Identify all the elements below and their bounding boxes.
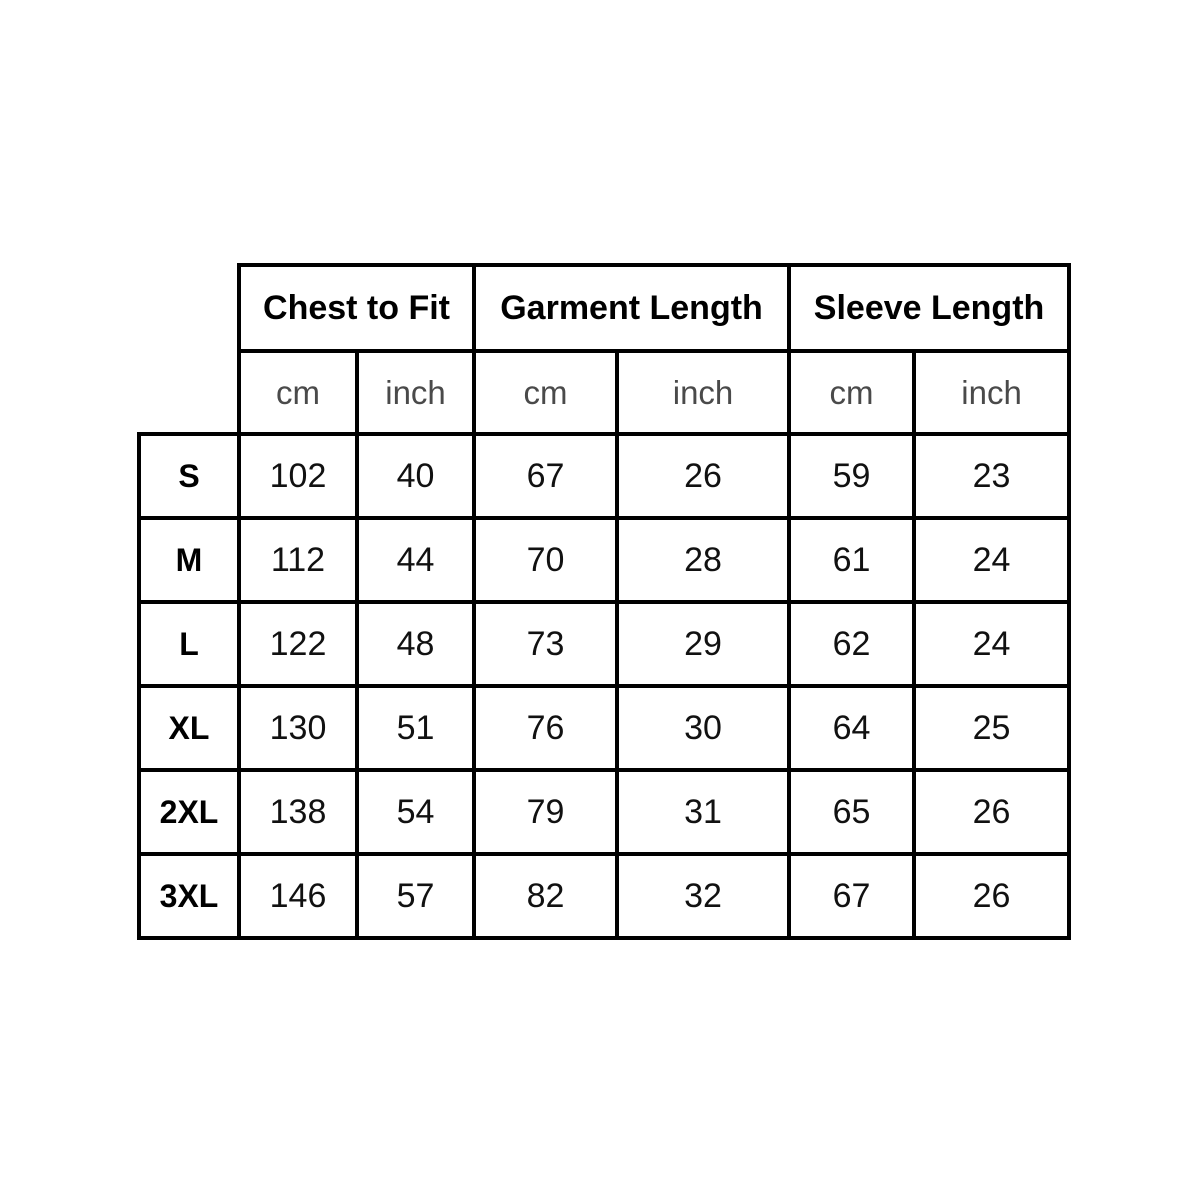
table-row-2xl [139, 770, 1069, 854]
table-row-m [139, 518, 1069, 602]
table-row-l [139, 602, 1069, 686]
value-cell: 146 [239, 854, 357, 938]
value-cell: 82 [474, 854, 617, 938]
value-cell: 59 [789, 434, 914, 518]
table-row-s [139, 434, 1069, 518]
size-label-xl: XL [139, 686, 239, 770]
value-cell: 102 [239, 434, 357, 518]
value-cell: 51 [357, 686, 474, 770]
value-cell: 61 [789, 518, 914, 602]
value-cell: 24 [914, 518, 1069, 602]
size-label-s: S [139, 434, 239, 518]
value-cell: 79 [474, 770, 617, 854]
unit-header-sleeve-inch: inch [914, 351, 1069, 434]
value-cell: 76 [474, 686, 617, 770]
size-label-l: L [139, 602, 239, 686]
value-cell: 26 [914, 854, 1069, 938]
group-header-sleeve-length: Sleeve Length [789, 265, 1069, 351]
corner-empty-cell [139, 265, 239, 434]
value-cell: 40 [357, 434, 474, 518]
value-cell: 65 [789, 770, 914, 854]
value-cell: 57 [357, 854, 474, 938]
unit-header-garment-cm: cm [474, 351, 617, 434]
group-header-garment-length: Garment Length [474, 265, 789, 351]
value-cell: 112 [239, 518, 357, 602]
value-cell: 31 [617, 770, 789, 854]
value-cell: 130 [239, 686, 357, 770]
value-cell: 25 [914, 686, 1069, 770]
value-cell: 28 [617, 518, 789, 602]
group-header-chest-to-fit: Chest to Fit [239, 265, 474, 351]
value-cell: 67 [474, 434, 617, 518]
unit-header-garment-inch: inch [617, 351, 789, 434]
value-cell: 23 [914, 434, 1069, 518]
value-cell: 29 [617, 602, 789, 686]
value-cell: 64 [789, 686, 914, 770]
table-row-xl [139, 686, 1069, 770]
unit-header-chest-inch: inch [357, 351, 474, 434]
size-label-2xl: 2XL [139, 770, 239, 854]
unit-header-sleeve-cm: cm [789, 351, 914, 434]
size-chart-table [137, 263, 1071, 940]
value-cell: 30 [617, 686, 789, 770]
value-cell: 122 [239, 602, 357, 686]
size-label-m: M [139, 518, 239, 602]
value-cell: 44 [357, 518, 474, 602]
value-cell: 138 [239, 770, 357, 854]
value-cell: 54 [357, 770, 474, 854]
value-cell: 26 [914, 770, 1069, 854]
table-row-3xl [139, 854, 1069, 938]
value-cell: 32 [617, 854, 789, 938]
unit-header-chest-cm: cm [239, 351, 357, 434]
value-cell: 73 [474, 602, 617, 686]
value-cell: 67 [789, 854, 914, 938]
value-cell: 70 [474, 518, 617, 602]
size-label-3xl: 3XL [139, 854, 239, 938]
value-cell: 26 [617, 434, 789, 518]
value-cell: 48 [357, 602, 474, 686]
value-cell: 62 [789, 602, 914, 686]
value-cell: 24 [914, 602, 1069, 686]
